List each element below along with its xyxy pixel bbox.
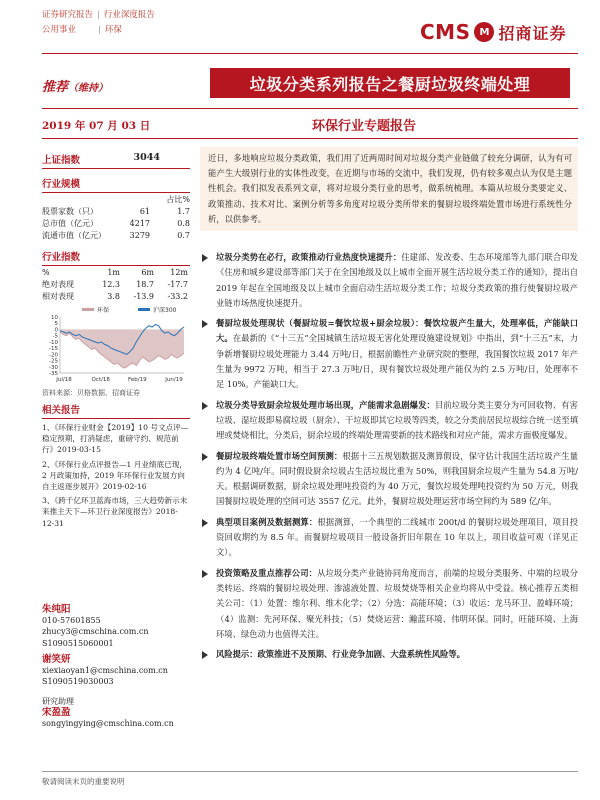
scale-title: 行业规模 (42, 176, 190, 193)
legend-swatch (138, 308, 150, 311)
bullet-item: 餐厨垃圾终端处置市场空间预测：根据十三五规划数据及测算假设，保守估计我国生活垃圾产生量约为 4 亿吨/年。同时假设厨余垃圾占生活垃圾比重为 50%，则我国厨余垃圾产生量为 54.8 万吨/天。根据调研数据，厨余垃圾处理吨投资约为 40 万元，餐饮垃圾处理吨投资约为 50 万元，则我国餐厨垃圾处理的空间可达 3557 亿元。此外，餐厨垃圾处理运营市场空间约为 589 亿/年。 (200, 449, 578, 510)
bullet-item: 投资策略及重点推荐公司：从垃圾分类产业链协同角度而言，前端的垃圾分类服务、中端的垃圾分类转运、终端的餐厨垃圾处理、渗滤液处置、垃圾焚烧等相关企业均将从中受益。核心推荐五类相关公司：（1）处置：维尔利、维木化学；（2）分选：高能环境；（3）收运：龙马环卫、盈峰环境；（4）监测：先河环保、聚光科技；（5）焚烧运营：瀚蓝环境、伟明环保。同时，旺能环境、上海环境、绿色动力也值得关注。 (200, 566, 578, 642)
index-row (42, 152, 190, 169)
assistant-name: 宋盈盈 (42, 707, 71, 719)
analyst-name: 谢笑妍 (42, 654, 71, 665)
bullet-arrow-icon (202, 570, 208, 578)
bullet-arrow-icon (202, 453, 208, 461)
report-subtype: 行业深度报告 (103, 10, 155, 20)
report-category: 证券研究报告 | 行业深度报告 公用事业 | 环保 (42, 10, 155, 35)
bullet-arrow-icon (202, 519, 208, 527)
perf-head: % 1m 6m 12m (42, 267, 188, 277)
scale-head: 占比% (166, 194, 190, 204)
rating (42, 76, 108, 95)
bullet-item: 风险提示：政策推进不及预期、行业竞争加剧、大盘系统性风险等。 (200, 647, 578, 662)
bullet-arrow-icon (202, 320, 208, 328)
logo-text: CMS (420, 20, 471, 44)
y-tick-label: -15 (49, 346, 58, 353)
report-title: 垃圾分类系列报告之餐厨垃圾终端处理 (210, 68, 570, 98)
analyst-cert: S1090519030003 (42, 677, 114, 687)
industry-scale (42, 176, 190, 241)
y-tick-label: -5 (52, 333, 58, 340)
x-tick-label: Feb/19 (128, 377, 147, 383)
report-date: 2019 年 07 月 03 日 (42, 120, 151, 132)
subsector: 环保 (104, 25, 122, 35)
y-tick-label: 10 (51, 315, 58, 321)
legend-label: 环保 (97, 307, 110, 314)
x-tick-label: Oct/18 (91, 377, 110, 383)
bullet-arrow-icon (202, 254, 208, 262)
related-reports (42, 402, 190, 529)
x-tick-label: Jun/19 (165, 377, 183, 383)
assistant-email[interactable]: songyingying@cmschina.com.cn (42, 719, 174, 729)
y-tick-label: -35 (49, 371, 58, 377)
index-label: 上证指数 (42, 155, 81, 166)
subtitle-divider (42, 138, 578, 139)
bullet-item: 垃圾分类势在必行，政策推动行业热度快速提升：住建部、发改委、生态环境部等九部门联合印发《住房和城乡建设部等部门关于在全国地级及以上城市全面开展生活垃圾分类工作的通知》，提出自 2019 年起在全国地级及以上城市全面启动生活垃圾分类工作；垃圾分类政策的推行使餐厨垃圾产业链市场热度快速提升。 (200, 250, 578, 311)
logo-badge-icon: M (474, 22, 494, 42)
analyst-cert: S1090515060001 (42, 638, 114, 648)
related-item: 2、《环保行业点评报告—1 月业绩底已现，2 月政策加持，2019 年环保行业发展方向自主返逐步展开》2019-02-16 (42, 459, 187, 492)
industry-index (42, 249, 190, 302)
analyst-1 (42, 604, 190, 649)
table-row: 总市值（亿元） 4217 0.8 (42, 218, 190, 228)
table-row: 股票家数（只） 61 1.7 (42, 206, 190, 216)
title-divider (42, 108, 578, 109)
index-value: 3044 (133, 152, 160, 163)
y-tick-label: -25 (49, 358, 58, 365)
cms-logo (420, 20, 567, 44)
header-divider (42, 53, 578, 54)
analyst-email[interactable]: xiexiaoyan1@cmschina.com.cn (42, 666, 168, 676)
y-tick-label: 5 (54, 321, 58, 328)
legend-swatch (82, 308, 94, 311)
footer-divider (42, 771, 578, 772)
bullet-arrow-icon (202, 402, 208, 410)
intro-summary: 近日，多地响应垃圾分类政策，我们用了近两周时间对垃圾分类产业链做了较充分调研，认为有可能产生大级别行业的实体性改变，在近期与市场的交流中，我们发现，仍有较多观点认为仅是主题性机会。我们拟发表系列文章，将对垃圾分类行业的思考，做系统梳理。本篇从垃圾分类要定义、政策推动、技术对比、案例分析等多角度对垃圾分类所带来的餐厨垃圾终端处置市场进行系统性分析，以供参考。 (200, 147, 578, 231)
analyst-name: 朱纯阳 (42, 604, 71, 615)
index-chart (42, 305, 192, 385)
x-tick-label: Jul/18 (56, 377, 72, 383)
assistant (42, 696, 190, 730)
series-env-area (60, 329, 184, 368)
analyst-phone: 010-57601855 (42, 616, 101, 626)
analyst-email[interactable]: zhucy3@cmschina.com.cn (42, 627, 149, 637)
footer-note: 敬请阅读末页的重要说明 (42, 777, 125, 786)
chart-source: 资料来源：贝格数据、招商证券 (42, 389, 140, 397)
bullet-item: 典型项目案例及数据测算：根据测算，一个典型的二线城市 200t/d 的餐厨垃圾处理项目，项目投资回收期约为 8.5 年。而餐厨垃圾项目一般设备折旧年限在 10 年以上，项目收益可观（详见正文）。 (200, 515, 578, 561)
rating-sub: （维持） (68, 83, 109, 94)
related-title: 相关报告 (42, 402, 190, 419)
perf-title: 行业指数 (42, 249, 190, 266)
report-type: 证券研究报告 (42, 10, 94, 20)
y-tick-label: 0 (54, 327, 58, 334)
report-subtitle: 环保行业专题报告 (312, 119, 417, 134)
table-row: 绝对表现 12.3 18.7 -17.7 (42, 279, 188, 289)
legend-label: 沪深300 (153, 307, 177, 314)
y-tick-label: -30 (49, 364, 58, 371)
analyst-2 (42, 654, 190, 688)
rating-label: 推荐 (42, 80, 69, 95)
related-item: 1、《环保行业财金【2019】10 号文点评—稳定预期，打消疑虑，重磅守约、规范前行》2019-03-15 (42, 423, 189, 455)
sector: 公用事业 (42, 25, 77, 35)
y-tick-label: -10 (49, 339, 58, 346)
bullet-item: 餐厨垃圾处理现状（餐厨垃圾=餐饮垃圾+厨余垃圾）：餐饮垃圾产生量大，处理率低，产能缺口大。在最新的《“十三五”全国城镇生活垃圾无害化处理设施建设规划》中指出，到“十三五”末，力争新增餐厨垃圾处理能力 3.44 万吨/日，根据前瞻性产业研究院的整理，我国餐饮垃圾 2017 年产生量为 9972 万吨，相当于 27.3 万吨/日，现有餐饮垃圾处理产能仅为约 2.5 万吨/日，处理率不足 10%。产能缺口大。 (200, 316, 578, 392)
bullet-arrow-icon (202, 651, 208, 659)
assistant-label: 研究助理 (42, 697, 74, 706)
key-points (200, 250, 578, 667)
table-row: 流通市值（亿元） 3279 0.7 (42, 230, 190, 240)
y-tick-label: -20 (49, 352, 58, 359)
related-item: 3、《跨千亿环卫蓝海市场，三大趋势新示未来推主天下—环卫行业深度报告》2018-12-31 (42, 496, 188, 528)
bullet-item: 垃圾分类导致厨余垃圾处理市场出现，产能需求急剧爆发：目前垃圾分类主要分为可回收物、有害垃圾、湿垃圾即易腐垃圾（厨余）、干垃圾即其它垃圾等四类，较之分类前居民垃圾综合统一送至填埋或焚烧相比，分类后，厨余垃圾的终端处理需要新的技术路线和对应产能，需求方面极度爆发。 (200, 398, 578, 444)
table-row: 相对表现 3.8 -13.9 -33.2 (42, 291, 188, 301)
logo-chinese-name: 招商证券 (498, 23, 567, 43)
